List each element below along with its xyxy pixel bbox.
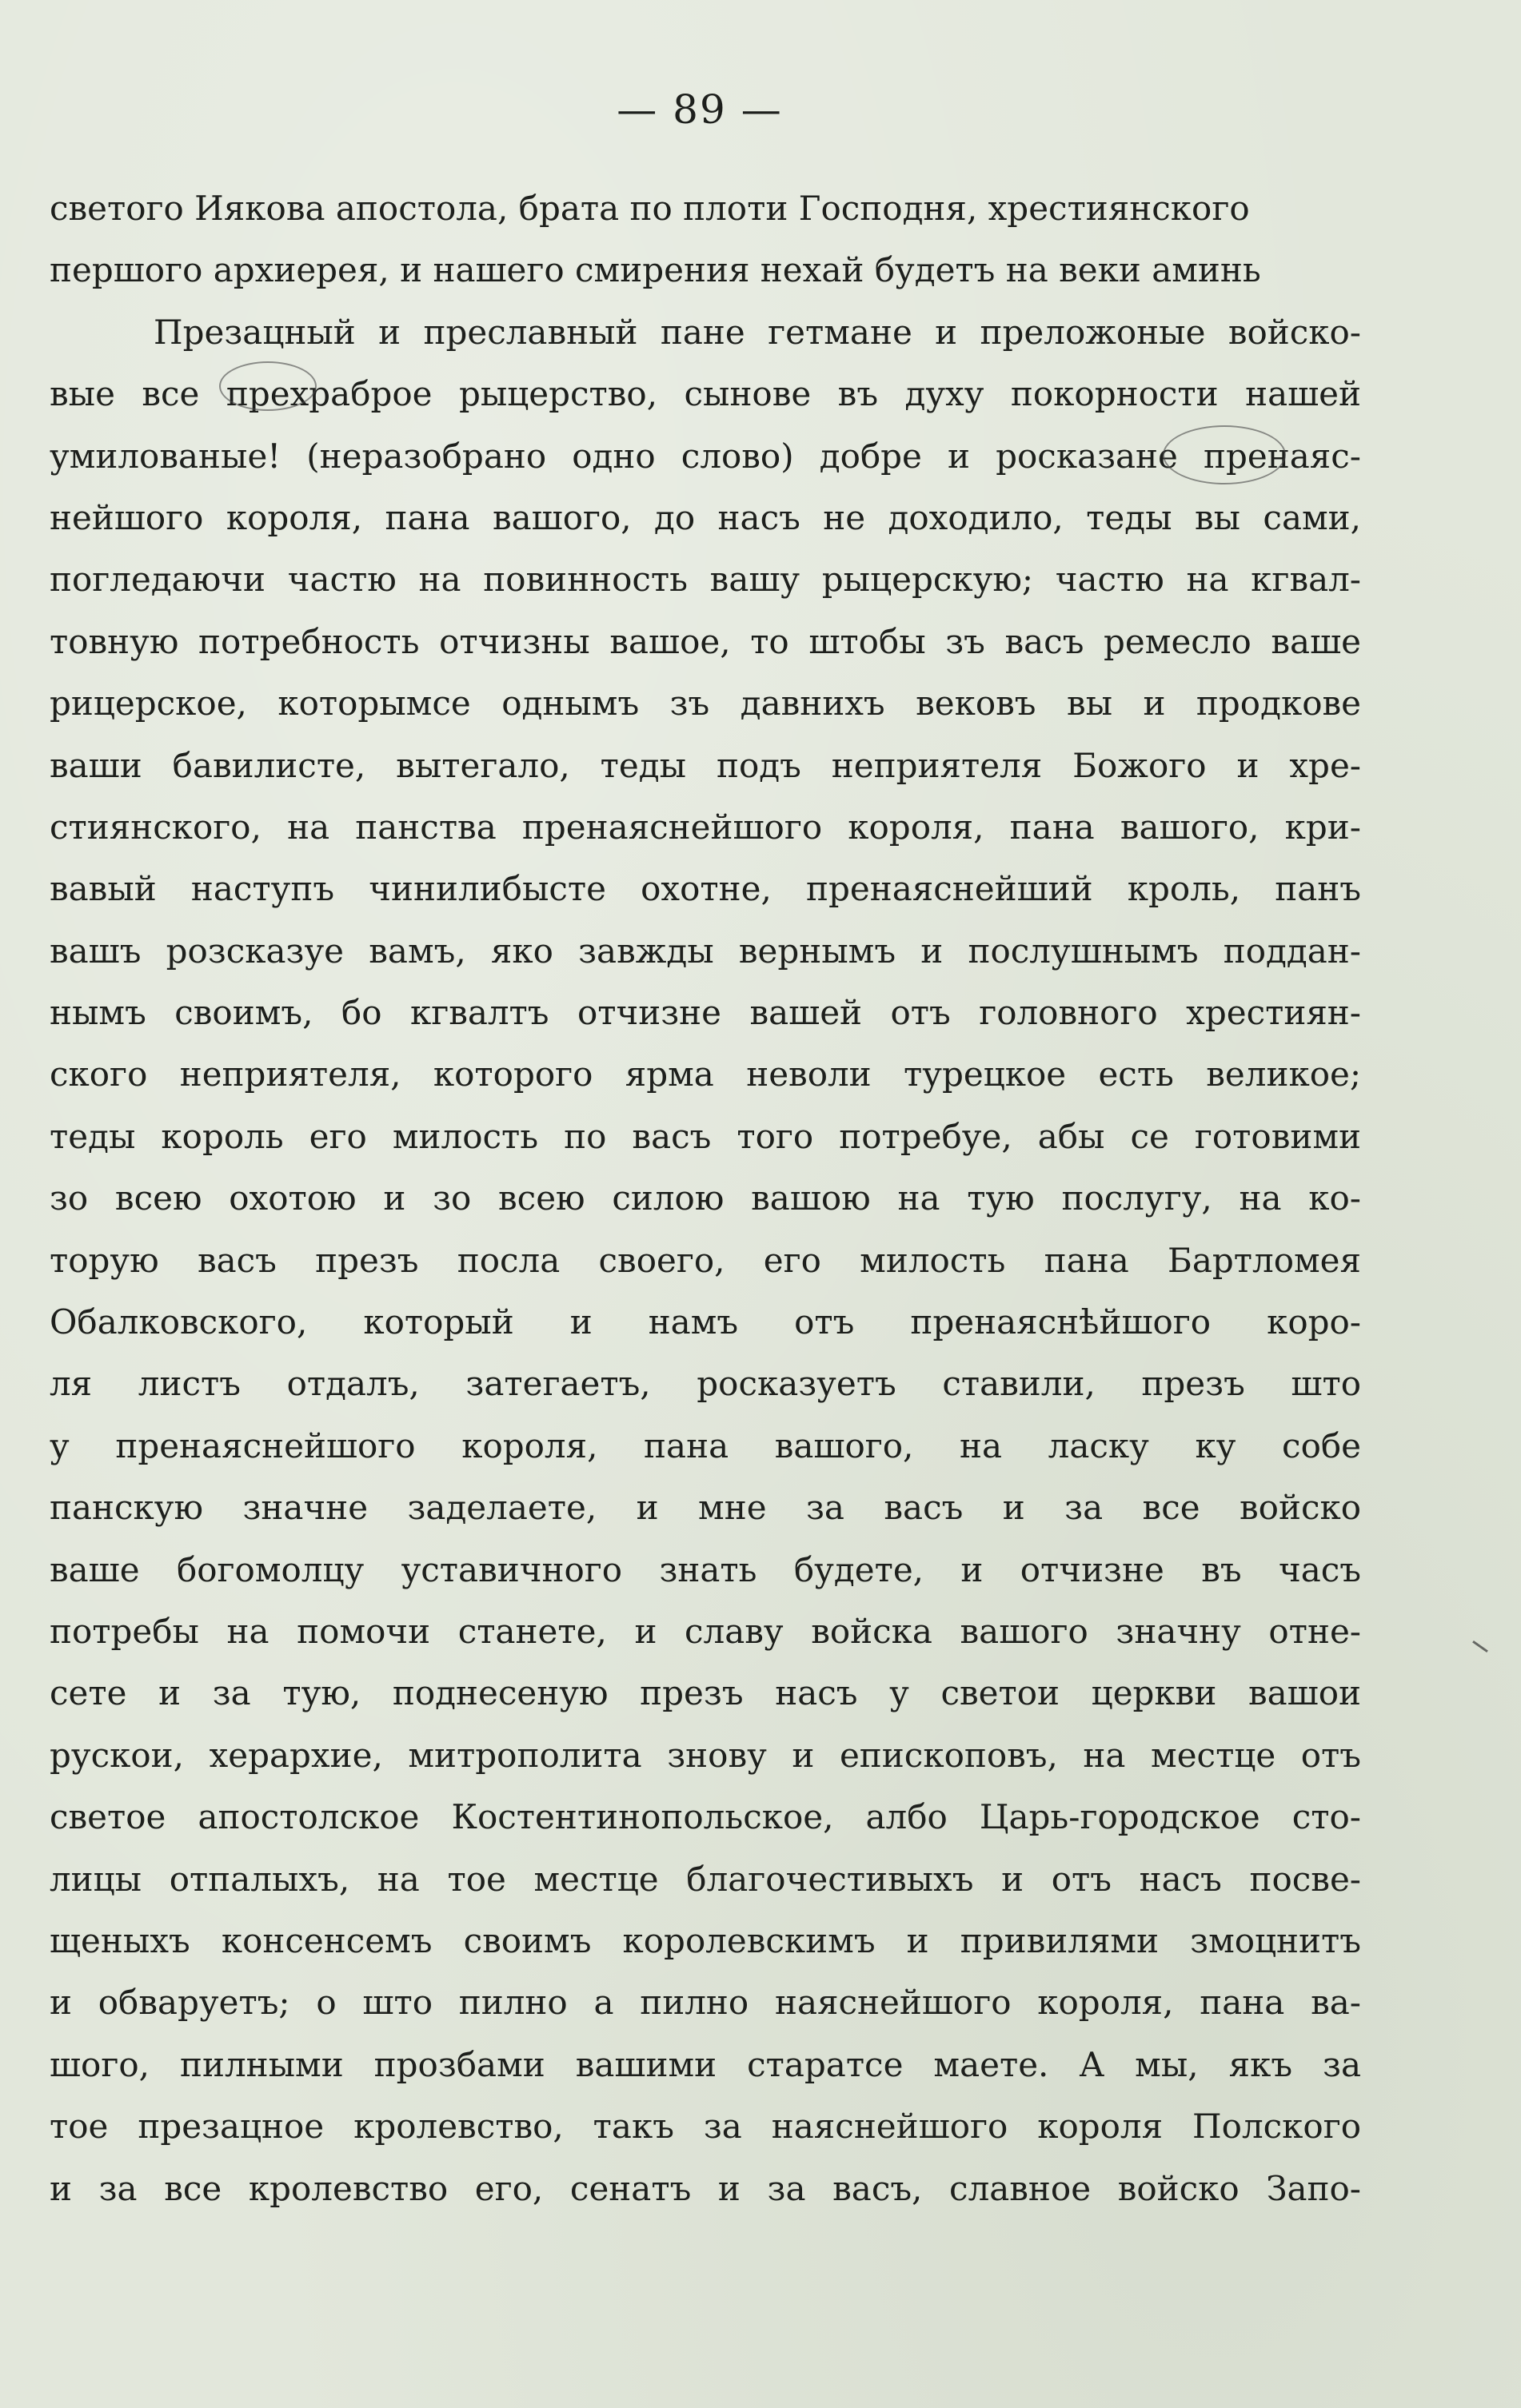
text-line-7: погледаючи частю на повинность вашу рыцерскую; частю на кгвал- [50,560,1361,600]
text-line-12: вавый наступъ чинилибысте охотне, пренаяснейший кроль, панъ [50,869,1361,909]
page-number: — 89 — [617,86,783,133]
text-line-4: вые все прехраброе рыцерство, сынове въ духу покорности нашей [50,374,1361,414]
text-line-23: ваше богомолцу уставичного знать будете, и отчизне въ часъ [50,1549,1361,1589]
text-line-33: и за все кролевство его, сенатъ и за васъ, славное войско Запо- [50,2168,1361,2208]
text-line-27: светое апостолское Костентинопольское, албо Царь-городское сто- [50,1797,1361,1837]
pencil-circle-mark [219,361,317,411]
stray-ink-mark [1472,1641,1488,1653]
text-line-6: нейшого короля, пана вашого, до насъ не доходило, теды вы сами, [50,497,1361,537]
text-line-29: щеныхъ консенсемъ своимъ королевскимъ и привилями змоцнитъ [50,1920,1361,1960]
text-line-2: першого архиерея, и нашего смирения нехай будетъ на веки аминь [50,250,1261,290]
text-line-24: потребы на помочи станете, и славу войска вашого значну отне- [50,1611,1361,1651]
text-line-15: ского неприятеля, которого ярма неволи турецкое есть великое; [50,1054,1361,1094]
text-line-32: тое презацное кролевство, такъ за наяснейшого короля Полского [50,2107,1361,2147]
text-line-30: и обваруетъ; о што пилно а пилно наяснейшого короля, пана ва- [50,1983,1361,2023]
text-line-5: умилованые! (неразобрано одно слово) добре и росказане пренаяс- [50,436,1361,476]
text-line-9: рицерское, которымсе однымъ зъ давнихъ вековъ вы и продкове [50,684,1361,724]
text-line-11: стиянского, на панства пренаяснейшого короля, пана вашого, кри- [50,807,1361,847]
text-line-16: теды король его милость по васъ того потребуе, абы се готовими [50,1116,1361,1156]
text-line-25: сете и за тую, поднесеную презъ насъ у светои церкви вашои [50,1673,1361,1713]
paragraph-start-line: Презацный и преславный пане гетмане и преложоные войско- [154,312,1361,352]
text-line-28: лицы отпалыхъ, на тое местце благочестивыхъ и отъ насъ посве- [50,1859,1361,1899]
text-line-31: шого, пилными прозбами вашими старатсе маете. А мы, якъ за [50,2044,1361,2084]
text-line-19: Обалковского, который и намъ отъ пренаяснѣйшого коро- [50,1302,1361,1342]
text-line-8: товную потребность отчизны вашое, то штобы зъ васъ ремесло ваше [50,621,1361,661]
text-body [50,177,1361,2219]
text-line-14: нымъ своимъ, бо кгвалтъ отчизне вашей отъ головного хрестиян- [50,993,1361,1033]
text-line-13: вашъ розсказуе вамъ, яко завжды вернымъ и послушнымъ поддан- [50,931,1361,971]
text-line-21: у пренаяснейшого короля, пана вашого, на ласку ку собе [50,1425,1361,1465]
text-line-22: панскую значне заделаете, и мне за васъ и за все войско [50,1488,1361,1528]
text-line-1: светого Иякова апостола, брата по плоти Господня, хрестиянского [50,189,1250,228]
text-line-10: ваши бавилисте, вытегало, теды подъ неприятеля Божого и хре- [50,745,1361,785]
text-line-17: зо всею охотою и зо всею силою вашою на тую послугу, на ко- [50,1178,1361,1218]
text-line-18: торую васъ презъ посла своего, его милость пана Бартломея [50,1240,1361,1280]
pencil-circle-mark [1163,425,1286,484]
text-line-26: рускои, херархие, митрополита знову и епископовъ, на местце отъ [50,1735,1361,1775]
text-line-20: ля листъ отдалъ, затегаетъ, росказуетъ ставили, презъ што [50,1364,1361,1404]
